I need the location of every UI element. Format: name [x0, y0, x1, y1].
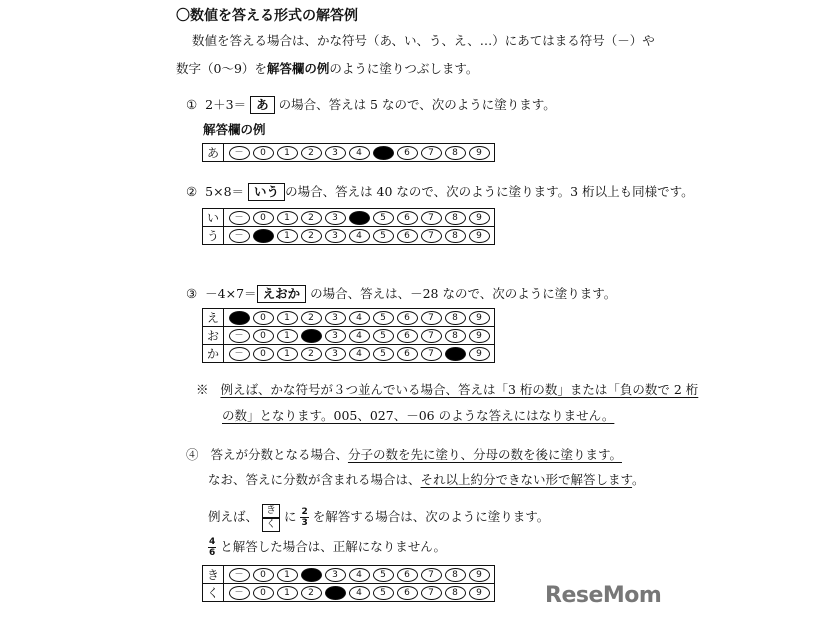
bubble[interactable]: 6 — [397, 146, 418, 160]
bubble[interactable]: 4 — [349, 586, 370, 600]
bubble[interactable]: 3 — [325, 229, 346, 243]
bubble[interactable]: 3 — [325, 211, 346, 225]
bubble[interactable]: 1 — [277, 311, 298, 325]
bubble[interactable]: 5 — [373, 586, 394, 600]
bubble-cell — [224, 144, 495, 162]
row-label: あ — [203, 144, 224, 162]
resemom-logo: ReseMom — [545, 583, 662, 608]
bubble[interactable]: 7 — [421, 568, 442, 582]
bubble[interactable]: 5 — [373, 311, 394, 325]
bubble[interactable]: 8 — [445, 568, 466, 582]
note-line-2: の数」となります。005、027、－06 のような答えにはなりません。 — [222, 408, 615, 423]
bubble[interactable]: － — [229, 568, 250, 582]
bubble-cell — [224, 345, 495, 363]
bubble-cell — [224, 327, 495, 345]
bubble[interactable]: － — [229, 329, 250, 343]
bubble[interactable]: 9 — [469, 311, 490, 325]
bubble[interactable]: 8 — [445, 311, 466, 325]
bubble[interactable]: 7 — [421, 229, 442, 243]
intro-line-1: 数値を答える場合は、かな符号（あ、い、う、え、…）にあてはまる符号（－）や — [192, 33, 655, 48]
bubble[interactable]: 2 — [301, 229, 322, 243]
bubble[interactable]: 2 — [301, 586, 322, 600]
answer-grid-2 — [202, 208, 495, 245]
bubble[interactable]: 0 — [253, 586, 274, 600]
bubble-cell — [224, 309, 495, 327]
bubble[interactable]: 2 — [301, 211, 322, 225]
bubble[interactable]: 9 — [469, 329, 490, 343]
answer-row — [203, 309, 495, 327]
bubble[interactable]: － — [229, 211, 250, 225]
bubble[interactable]: 5 — [373, 211, 394, 225]
example-3-statement: ③ －4×7＝ えおか の場合、答えは、－28 なので、次のように塗ります。 — [186, 286, 617, 301]
example-4-line-4: $\frac{4}{6}$ と解答した場合は、正解になりません。 — [209, 537, 447, 558]
fraction-two-thirds: $\frac{2}{3}$ — [301, 507, 308, 528]
bubble[interactable]: 1 — [277, 146, 298, 160]
answer-row — [203, 584, 495, 602]
bubble-filled[interactable]: 5 — [373, 146, 394, 160]
example-1-statement: ① 2＋3＝ あ の場合、答えは 5 なので、次のように塗ります。 — [186, 97, 556, 112]
fraction-four-sixths: $\frac{4}{6}$ — [209, 537, 216, 558]
bubble[interactable]: 9 — [469, 586, 490, 600]
bubble[interactable]: 4 — [349, 146, 370, 160]
answer-row — [203, 227, 495, 245]
bubble[interactable]: － — [229, 229, 250, 243]
bubble[interactable]: 6 — [397, 586, 418, 600]
bubble[interactable]: 3 — [325, 329, 346, 343]
answer-row — [203, 566, 495, 584]
answer-row — [203, 144, 495, 162]
bubble[interactable]: 1 — [277, 229, 298, 243]
bubble-cell — [224, 209, 495, 227]
bubble[interactable]: 8 — [445, 211, 466, 225]
bubble[interactable]: 6 — [397, 211, 418, 225]
bubble[interactable]: － — [229, 586, 250, 600]
bubble[interactable]: 8 — [445, 329, 466, 343]
bubble-filled[interactable]: － — [229, 311, 250, 325]
answer-row — [203, 209, 495, 227]
example-4-line-2: なお、答えに分数が含まれる場合は、それ以上約分できない形で解答します。 — [208, 472, 645, 487]
bubble[interactable]: 8 — [445, 586, 466, 600]
row-label: く — [203, 584, 224, 602]
bubble[interactable]: 5 — [373, 347, 394, 361]
bubble[interactable]: 9 — [469, 211, 490, 225]
bubble-cell — [224, 584, 495, 602]
answer-grid-1 — [202, 143, 495, 162]
bubble[interactable]: 6 — [397, 347, 418, 361]
bubble[interactable]: － — [229, 347, 250, 361]
bubble[interactable]: 0 — [253, 568, 274, 582]
answer-row — [203, 345, 495, 363]
bubble[interactable]: 1 — [277, 329, 298, 343]
bubble[interactable]: 1 — [277, 568, 298, 582]
row-label: え — [203, 309, 224, 327]
bubble[interactable]: 1 — [277, 347, 298, 361]
bubble[interactable]: 7 — [421, 211, 442, 225]
example-2-statement: ② 5×8＝ いう の場合、答えは 40 なので、次のように塗ります。3 桁以上も同様です。 — [186, 184, 694, 199]
bubble[interactable]: 3 — [325, 347, 346, 361]
answer-example-caption: 解答欄の例 — [203, 122, 266, 137]
bubble-filled[interactable]: 3 — [325, 586, 346, 600]
bubble[interactable]: 2 — [301, 311, 322, 325]
answer-box-a: あ — [250, 96, 275, 114]
answer-box-iu: いう — [248, 183, 285, 201]
answer-grid-4 — [202, 565, 495, 602]
bubble[interactable]: 1 — [277, 586, 298, 600]
row-label: お — [203, 327, 224, 345]
example-4-line-3: 例えば、 き く に $\frac{2}{3}$ を解答する場合は、次のように塗ります。 — [208, 504, 550, 530]
bubble[interactable]: 0 — [253, 329, 274, 343]
bubble[interactable]: 0 — [253, 311, 274, 325]
bubble[interactable]: 6 — [397, 229, 418, 243]
bubble[interactable]: 7 — [421, 311, 442, 325]
row-label: か — [203, 345, 224, 363]
bubble[interactable]: 6 — [397, 311, 418, 325]
bubble[interactable]: 5 — [373, 329, 394, 343]
bubble[interactable]: 8 — [445, 229, 466, 243]
bubble[interactable]: 4 — [349, 311, 370, 325]
bubble[interactable]: 2 — [301, 146, 322, 160]
bubble[interactable]: 0 — [253, 211, 274, 225]
bubble-filled[interactable]: 2 — [301, 568, 322, 582]
answer-box-eoka: えおか — [257, 285, 307, 303]
note-line-1: ※ 例えば、かな符号が３つ並んでいる場合、答えは「3 桁の数」または「負の数で 2 桁 — [196, 382, 699, 397]
answer-row — [203, 327, 495, 345]
bubble[interactable]: 0 — [253, 146, 274, 160]
bubble[interactable]: 0 — [253, 347, 274, 361]
bubble[interactable]: 2 — [301, 347, 322, 361]
bubble[interactable]: 5 — [373, 229, 394, 243]
bubble[interactable]: 3 — [325, 568, 346, 582]
bubble[interactable]: 9 — [469, 146, 490, 160]
bubble[interactable]: 4 — [349, 229, 370, 243]
bubble[interactable]: 3 — [325, 146, 346, 160]
bubble-filled[interactable]: 0 — [253, 229, 274, 243]
bubble[interactable]: 9 — [469, 229, 490, 243]
bubble[interactable]: 3 — [325, 311, 346, 325]
answer-grid-3 — [202, 308, 495, 363]
fraction-answer-box: き く — [262, 504, 280, 532]
intro-line-2: 数字（0～9）を解答欄の例のように塗りつぶします。 — [176, 61, 479, 76]
bubble[interactable]: 4 — [349, 568, 370, 582]
row-label: う — [203, 227, 224, 245]
row-label: き — [203, 566, 224, 584]
bubble[interactable]: 8 — [445, 146, 466, 160]
row-label: い — [203, 209, 224, 227]
bubble[interactable]: 7 — [421, 329, 442, 343]
bubble-filled[interactable]: 4 — [349, 211, 370, 225]
bubble[interactable]: 9 — [469, 568, 490, 582]
bubble[interactable]: 5 — [373, 568, 394, 582]
bubble[interactable]: 7 — [421, 347, 442, 361]
bubble[interactable]: 6 — [397, 568, 418, 582]
bubble[interactable]: 6 — [397, 329, 418, 343]
bubble[interactable]: 7 — [421, 146, 442, 160]
bubble-filled[interactable]: 2 — [301, 329, 322, 343]
bubble-cell — [224, 227, 495, 245]
page-title: 〇数値を答える形式の解答例 — [176, 8, 358, 24]
example-4-line-1: ④ 答えが分数となる場合、分子の数を先に塗り、分母の数を後に塗ります。 — [186, 447, 622, 462]
bubble[interactable]: 1 — [277, 211, 298, 225]
bubble-cell — [224, 566, 495, 584]
bubble[interactable]: 7 — [421, 586, 442, 600]
bubble[interactable]: 4 — [349, 329, 370, 343]
bubble[interactable]: 9 — [469, 347, 490, 361]
bubble[interactable]: 4 — [349, 347, 370, 361]
bubble[interactable]: － — [229, 146, 250, 160]
bubble-filled[interactable]: 8 — [445, 347, 466, 361]
